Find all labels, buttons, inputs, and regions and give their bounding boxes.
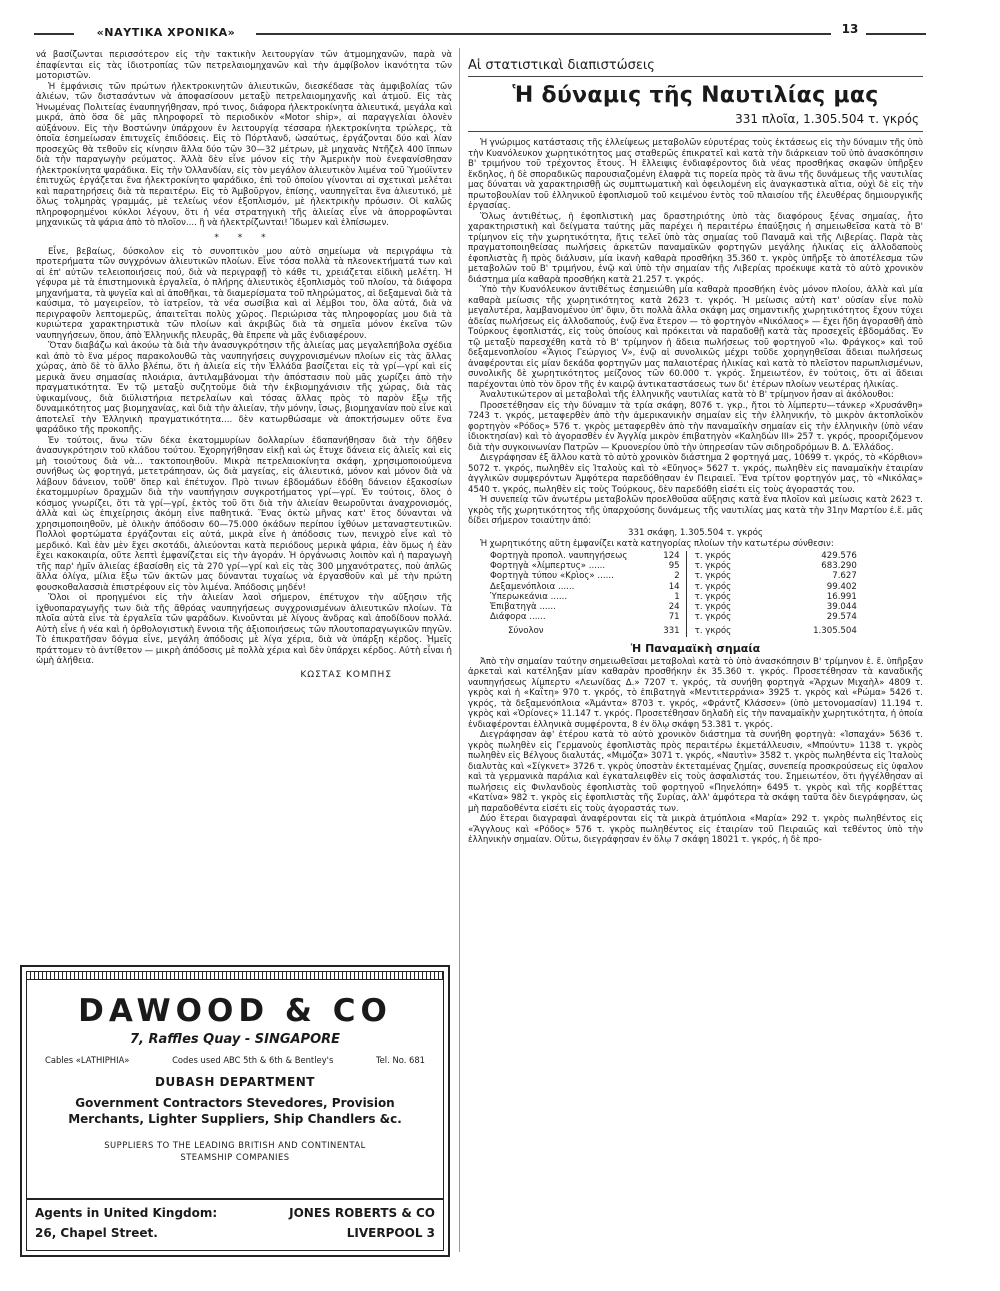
table-spacer <box>859 551 923 561</box>
gross-tonnage: 39.044 <box>826 602 857 613</box>
article-paragraph: Ὅλως ἀντιθέτως, ἡ ἐφοπλιστικὴ μας δραστηριότης ὑπὸ τὰς διαφόρους ξένας σημαίας, ἧτο χαρακτηριστικὴ καὶ δείγματα ταύτης μᾶς παρέχει ἡ περαιτέρω ἐπαύξησις ἡ σημειωθεῖσα κατὰ τὸ Β' τρίμηνον εἰς τὴν χωρητικότητα, ἥτις τελεῖ ὑπὸ τὰς σημαίας τοῦ Παναμᾶ καὶ τῆς Λιβερίας. Παρὰ τὰς πραγματοποιηθείσας πωλήσεις ἀρκετῶν παναμαϊκῶν φορτηγῶν μεγάλης ἡλικίας εἰς ἀλλοδαποὺς ἐφοπλιστὰς ἢ πρὸς διάλυσιν, μία ἱκανὴ καθαρὰ προσθήκη 35.360 τ. γκρὸς ὑπῆρξε τὸ ἀποτέλεσμα τῶν μεταβολῶν τοῦ Β' τριμήνου, ἐνῷ καὶ ὑπὸ τὴν σημαίαν τῆς Λιβερίας προέκυψε κατὰ τὸ αὐτὸ χρονικὸν διάστημα μία καθαρὰ προσθήκη κατὰ 21.257 τ. γκρός. <box>468 211 923 285</box>
article-paragraph: Ἡ συνεπείᾳ τῶν ἀνωτέρω μεταβολῶν προελθοῦσα αὔξησις κατὰ ἕνα πλοῖον καὶ μείωσις κατὰ 2623 τ. γκρὸς τῆς χωρητικότητος τῆς ὑπαρχούσης δυνάμεως τῆς ναυτιλίας μας κατὰ τὴν 31ην Μαρτίου ἐ.ἔ. μᾶς δίδει σήμερον τοιαύτην ἀπό: <box>468 495 923 526</box>
tonnage-unit: τ. γκρός <box>694 581 732 592</box>
table-row <box>468 592 923 602</box>
article-paragraph: Ὅλοι οἱ προηγμένοι εἰς τὴν ἁλιείαν λαοὶ σήμερον, ἐπέτυχον τὴν αὔξησιν τῆς ἰχθυοπαραγωγῆς των διὰ τῆς ἄθρόας ναυπηγήσεως συγχρονισμένων ἁλιευτικῶν πλοίων. Τὰ πλοῖα αὐτὰ εἶνε τὰ ἐργαλεῖα τῶν ψαράδων. Κινοῦνται μὲ λίγους ἄνδρας καὶ ἀποδίδουν πολλά. Αὐτὴ εἶνε ἡ νέα καὶ ἡ ὀρθολογιστικὴ ἔννοια τῆς ἀξιοποιήσεως τῶν πλουτοπαραγωγικῶν πηγῶν. Τὸ ἐπικρατῆσαν δόγμα εἶνε, μεγάλη ἀπόδοσις μὲ λίγα χέρια, διὰ νὰ ὑπάρξη κέρδος. Ἡμεῖς πράττομεν τὸ ἀντίθετον — μικρὴ ἀπόδοσις μὲ πολλὰ χέρια καὶ δὲν ὑπάρχει κέρδος. Αὐτὴ εἶναι ἡ ὠμὴ ἀλήθεια. <box>36 593 452 666</box>
article-paragraph: Εἶνε, βεβαίως, δύσκολον εἰς τὸ συνοπτικὸν μου αὐτὸ σημείωμα νὰ περιγράψω τὰ προτερήματα τῶν συγχρόνων ἁλιευτικῶν πλοίων. Εἶνε τόσα πολλὰ τὰ πλεονεκτήματά των καὶ αἱ ἐπ' αὐτῶν τελειοποιήσεις πού, διὰ νὰ περιγραφῇ τὸ κάθε τι, χρειάζεται εἰδικὴ μελέτη. Ἡ γέφυρα μὲ τὰ ἐπιστημονικὰ ἐργαλεῖα, ὁ πλήρης ἁλιευτικὸς ἐξοπλισμὸς τοῦ πλοίου, τὰ διάφορα μηχανήματα, τὰ ψυγεῖα καὶ αἱ ἀποθῆκαι, τὰ διαμερίσματα τοῦ πληρώματος, αἱ δεξαμεναὶ διὰ τὰ καύσιμα, τὸ μαγειρεῖον, τὸ ἰατρεῖον, τὰ νέα σωσίβια καὶ αἱ λέμβοι του, ὅλα αὐτά, διὰ νὰ περιγραφοῦν λεπτομερῶς, ἀπαιτεῖται πολὺς χῶρος. Περιώρισα τὰς πληροφορίας μου διὰ τὰ κυριώτερα χαρακτηριστικὰ τῶν πλοίων καὶ ἀκριβῶς διὰ τὰ σημεῖα μόνον ἐκεῖνα τῶν ναυπηγήσεων, ὅπου, ἀπὸ Ἑλληνικῆς πλευρᾶς, θὰ ἔπρεπε νὰ μᾶς ἐνδιαφέρουν. <box>36 246 452 341</box>
page-number: 13 <box>841 22 859 36</box>
article-headline: Ἡ δύναμις τῆς Ναυτιλίας μας <box>512 83 879 108</box>
agents-label: Agents in United Kingdom: <box>35 1206 218 1220</box>
advertiser-agents-box <box>27 1198 443 1250</box>
tonnage-unit: τ. γκρός <box>694 602 732 613</box>
services-line: Merchants, Lighter Suppliers, Ship Chandlers &c. <box>68 1112 402 1126</box>
table-row <box>468 582 923 592</box>
gross-tonnage: 683.290 <box>821 561 857 572</box>
ship-count: 14 <box>650 582 686 592</box>
fleet-summary-line: 331 σκάφη, 1.305.504 τ. γκρός <box>628 527 763 538</box>
agents-city: LIVERPOOL 3 <box>346 1226 435 1240</box>
advertisement-frame <box>26 971 444 1251</box>
kicker-rule <box>468 76 923 77</box>
article-paragraph: Διεγράφησαν ἐξ ἄλλου κατὰ τὸ αὐτὸ χρονικὸν διάστημα 2 φορτηγά μας, 10699 τ. γκρός, τὸ «Κόρθιον» 5072 τ. γκρός, πωληθὲν εἰς Ἰταλοὺς καὶ τὸ «Εὔηνος» 5627 τ. γκρός, πωληθὲν εἰς παναμαϊκὴν ἑταιρίαν ἀγγλικῶν συμφερόντων Ἀμφότερα παρεδόθησαν ἐν Πειραιεῖ. Ἕνα τρίτον φορτηγόν μας, τὸ «Νικόλας» 4540 τ. γκρός, πωληθὲν εἰς τοὺς Τούρκους, δὲν παρεδόθη εἰσέτι εἰς τοὺς ἀγοραστάς του. <box>468 453 923 495</box>
cables-info: Cables «LATHIPHIA» <box>45 1055 130 1065</box>
ship-count: 1 <box>650 592 686 602</box>
header-rule-left <box>34 33 74 35</box>
article-paragraph: Προσετέθησαν εἰς τὴν δύναμιν τὰ τρία σκάφη, 8076 τ. γκρ., ἤτοι τὸ λίμπερτυ—τάνκερ «Χρυσάνθη» 7243 τ. γκρός, μεταφερθὲν ἀπὸ τὴν ἀμερικανικὴν σημαίαν εἰς τὴν ἑλληνικήν, τὸ μικρὸν ἀκτοπλοϊκὸν φορτηγὸν «Ρόδος» 576 τ. γκρὸς μεταφερθὲν ἀπὸ τὴν παναμαϊκὴν σημαίαν εἰς τὴν ἑλληνικὴν (ὑπὸ νέαν ἰδιοκτησίαν) καὶ τὸ ἀγορασθὲν ἐν Ἀγγλίᾳ μικρὸν ἐπιβατηγὸν «Καληδὼν ΙΙΙ» 257 τ. γκρός, προοριζόμενον διὰ τὴν συγκοινωνίαν Πατρῶν — Κρυονερίου ὑπὸ τὴν ὑπηρεσίαν τῶν σιδηροδρόμων Β. Δ. Ἑλλάδος. <box>468 400 923 453</box>
codes-info: Codes used ABC 5th & 6th & Bentley's <box>172 1055 334 1065</box>
ship-category: Φορτηγὰ «λίμπερτυς» ...... <box>490 561 606 572</box>
advertiser-contact-line <box>27 1055 443 1065</box>
ship-count: 2 <box>650 571 686 581</box>
total-gross-tonnage: 1.305.504 <box>813 626 857 637</box>
tonnage-unit: τ. γκρός <box>694 561 732 572</box>
ship-count: 124 <box>650 551 686 561</box>
gross-tonnage: 16.991 <box>826 591 857 602</box>
advertiser-department: DUBASH DEPARTMENT <box>155 1075 315 1089</box>
article-paragraph: Ἀναλυτικώτερον αἱ μεταβολαὶ τῆς ἑλληνικῆς ναυτιλίας κατὰ τὸ Β' τρίμηνον ἦσαν αἱ ἀκόλουθοι: <box>480 390 894 400</box>
page-header <box>34 22 926 42</box>
ship-category: Δεξαμενόπλοια ...... <box>490 581 575 592</box>
agents-address-line <box>35 1226 435 1240</box>
article-paragraph: Ἡ γνώριμος κατάστασις τῆς ἐλλείψεως μεταβολῶν εὐρυτέρας τοὺς ἐκτάσεως εἰς τὴν δύναμιν τῆς ὑπὸ τὴν Κυανόλευκον χωρητικότητος μας σταθερῶς ἐπικρατεῖ καὶ κατὰ τὴν διάρκειαν τοῦ ὑπὸ ἀνασκόπησιν Β' τριμήνου τοῦ τρέχοντος ἔτους. Ἡ ἔλλειψις ἐνδιαφέροντος διὰ νέας προσθήκας σκαφῶν ὑπῆρξεν ἔκδηλος, ἡ δὲ σποραδικῶς παρουσιαζομένη ἐλαφρὰ τις πορεία πρὸς τὰ ἄνω τῆς δυνάμεως τῆς ναυτιλίας μας δύναται νὰ χαρακτηρισθῇ ὡς συμπτωματικὴ καὶ ὀφειλομένη εἰς ἀναγκαστικὰ αἴτια, οὐχὶ δὲ εἰς τὴν πρωτοβουλίαν τοῦ ἑλληνικοῦ ἐφοπλισμοῦ τοῦ κειμένου ἐντὸς τοῦ πλαισίου τῆς ἐλευθέρας δημιουργικῆς ἐργασίας. <box>468 138 923 211</box>
tonnage-unit: τ. γκρός <box>694 551 732 561</box>
table-row <box>468 561 923 571</box>
left-column-article <box>36 50 452 680</box>
section-separator-stars: * * * <box>214 232 274 243</box>
gross-tonnage: 29.574 <box>826 612 857 623</box>
tonnage-unit: τ. γκρός <box>694 612 732 623</box>
article-paragraph: νά βασίζωνται περισσότερον εἰς τὴν τακτικὴν λειτουργίαν τῶν ἀτμομηχανῶν, παρὰ νὰ ἐπαφίενται εἰς τὰς ἰδιοτροπίας τῶν πετρελαιομηχανῶν καὶ τὴν ἀμφίβολον ἱκανότητα τῶν μοτοριστῶν. <box>36 50 452 81</box>
table-spacer <box>859 561 923 571</box>
article-paragraph: Ὑπὸ τὴν Κυανόλευκον ἀντιθέτως ἐσημειώθη μία καθαρὰ προσθήκη ἑνὸς μόνον πλοίου, ἀλλὰ καὶ μία καθαρὰ μείωσις τῆς χωρητικότητος κατὰ 2623 τ. γκρός. Ἡ μείωσις αὐτὴ κατ' οὐσίαν εἶνε πολὺ μεγαλυτέρα, λαμβανομένου ὑπ' ὄψιν, ὅτι πολλὰ ἄλλα σκάφη μας σημαντικῆς χωρητικότητος ἔχουν τύχει ἀδείας πωλήσεως εἰς ἀλλοδαπούς, ἐνῷ ἕνα ἕτερον — τὸ φορτηγὸν «Νικόλαος» — ἔχει ἤδη ἀγορασθῆ ἀπὸ Τούρκους ἐφοπλιστάς, εἰς τοὺς ὁποίους καὶ πρόκειται νὰ παραδοθῇ κατὰ τὰς προσεχεῖς ἑβδομάδας. Ἐν τῷ μεταξὺ παρεσχέθη κατὰ τὸ Β' τρίμηνον ἡ ἄδεια πωλήσεως τοῦ φορτηγοῦ «Ἰω. Φράγκος» καὶ τοῦ δεξαμενοπλοίου «Ἅγιος Γεώργιος V», ἐνῷ αἱ συνολικῶς μέχρι τοῦδε χορηγηθεῖσαι ἄδειαι πωλήσεως ἀναφέρονται εἰς μίαν δεκάδα φορτηγῶν μας παλαιοτέρας ἡλικίας καὶ κατὰ τὸ πλεῖστον παρωπλισμένων, συνολικῆς δὲ χωρητικότητος μείζονος τῶν 60.000 τ. γκρός. Σημειωτέον, ἐν τούτοις, ὅτι αἱ ἄδειαι παρέχονται ὑπὸ τὸν ὅρον τῆς ἐν καιρῷ ἀντικαταστάσεως των δι' ἑτέρων πλοίων νεωτέρας ἡλικίας. <box>468 285 923 390</box>
agents-name: JONES ROBERTS & CO <box>289 1206 435 1220</box>
advertiser-suppliers <box>27 1139 443 1163</box>
tonnage-unit: τ. γκρός <box>694 591 732 602</box>
agents-line <box>35 1206 435 1220</box>
services-line: Government Contractors Stevedores, Provision <box>75 1096 395 1110</box>
agents-street: 26, Chapel Street. <box>35 1226 158 1240</box>
author-signature: ΚΩΣΤΑΣ ΚΟΜΠΗΣ <box>300 669 392 680</box>
table-spacer <box>859 582 923 592</box>
fleet-composition-table <box>468 551 923 637</box>
headline-rule <box>468 131 923 132</box>
table-spacer <box>859 602 923 612</box>
total-ship-count: 331 <box>650 622 686 636</box>
table-row <box>468 612 923 622</box>
table-row <box>468 551 923 561</box>
fleet-table-body <box>468 551 923 637</box>
ship-category: Φορτηγὰ τύπου «Κρὶος» ...... <box>490 571 614 582</box>
ship-count: 95 <box>650 561 686 571</box>
suppliers-line: SUPPLIERS TO THE LEADING BRITISH AND CONTINENTAL <box>104 1140 366 1150</box>
gross-tonnage: 7.627 <box>832 571 857 582</box>
article-paragraph: Ἀπὸ τὴν σημαίαν ταύτην σημειωθεῖσαι μεταβολαὶ κατὰ τὸ ὑπὸ ἀνασκόπησιν Β' τρίμηνον ἐ. ἔ. ὑπῆρξαν ἀρκεταὶ καὶ κατέληξαν μίαν καθαρὰν προσθήκην ἐκ 35.360 τ. γκρός. Προσετέθησαν τὰ καναδικῆς ναυπηγήσεως λίμπερτυ «Λεωνίδας Δ.» 7207 τ. γκρός, τὰ συνήθη φορτηγὰ «Ἄρχων Μιχαὴλ» 4809 τ. γκρὸς καὶ ἡ «Καΐτη» 970 τ. γκρός, τὸ ἐπιβατηγὰ «Μεντιτερράνια» 3925 τ. γκρὸς καὶ «Ρώμα» 5426 τ. γκρός, τὰ δεξαμενόπλοια «Ἀμάντα» 8703 τ. γκρός, «Φράντζ Κλάσσεν» (ὑπὸ μετονομασίαν) 11.194 τ. γκρὸς καὶ «Ὁρίονες» 11.147 τ. γκρός. Προσετέθησαν δηλαδὴ εἰς τὴν παναμαϊκὴν χωρητικότητα, ἡ ὁποία ἐνδιαφέρονται ἑλληνικὰ συμφέροντα, 8 ἐν ὅλῳ σκάφη 53.381 τ. γκρός. <box>468 656 923 730</box>
article-paragraph: Δύο ἕτεραι διαγραφαὶ ἀναφέρονται εἰς τὰ μικρὰ ἀτμόπλοια «Μαρία» 292 τ. γκρὸς πωληθέντος εἰς «Ἄγγλους καὶ «Ρόδος» 576 τ. γκρὸς πωληθέντος εἰς ἑταιρίαν τοῦ Πειραιῶς καὶ τεθέντος ὑπὸ τὴν ἑλληνικὴν σημαίαν. Οὕτω, διεγράφησαν ἐν ὅλῳ 7 σκάφη 18021 τ. γκρός, ἡ δὲ προ- <box>468 814 923 846</box>
ship-count: 24 <box>650 602 686 612</box>
table-spacer <box>859 622 923 636</box>
table-spacer <box>859 571 923 581</box>
section-heading-panama: Ἡ Παναμαϊκὴ σημαία <box>630 641 761 655</box>
article-paragraph: Ἡ χωρητικότης αὕτη ἐμφανίζει κατὰ κατηγορίας πλοίων τὴν κατωτέρω σύνθεσιν: <box>480 538 834 549</box>
ship-category: Διάφορα ...... <box>490 612 546 623</box>
article-paragraph: Διεγράφησαν ἀφ' ἑτέρου κατὰ τὸ αὐτὸ χρονικὸν διάστημα τὰ συνήθη φορτηγὰ: «Ἰσπαχάν» 5636 τ. γκρὸς πωληθὲν εἰς Γερμανοὺς ἐφοπλιστὰς πρὸς περαιτέρω ἐκμετάλλευσιν, «Μπούντυ» 1138 τ. γκρὸς πωληθὲν εἰς Βέλγους διαλυτάς, «Μιμόζα» 3071 τ. γκρός, «Ναυτὶν» 3582 τ. γκρὸς πωληθέντα εἰς Ἰταλοὺς διαλυτὰς καὶ «Σίγκνετ» 3726 τ. γκρὸς ὑποστὰν ἐκτεταμένας ζημίας, συνεπείᾳ προσκρούσεως εἰς ὑφαλον καὶ τὰ γερμανικὰ παράλια καὶ ἐγκαταλειφθὲν εἰς τοὺς ἀσφαλιστάς του. Σημειωτέον, ὅτι ἠγγέλθησαν αἱ πωλήσεις εἰς Φινλανδοὺς ἐφοπλιστὰς τοῦ φορτηγοῦ «Πηνελόπη» 6495 τ. γκρὸς καὶ τῆς κορβέττας «Κατίνα» 982 τ. γκρὸς εἰς ἐφοπλιστὰς τῆς Συρίας, ἀλλ' ἀμφότερα τὰ σκάφη ταῦτα δὲν διεγράφησαν, ὡς μὴ παραδοθέντα εἰσέτι εἰς τοὺς ἀγοραστάς των. <box>468 730 923 814</box>
table-total-row <box>468 622 923 636</box>
gross-tonnage: 99.402 <box>826 581 857 592</box>
advertiser-services <box>27 1095 443 1127</box>
masthead-title: «ΝΑΥΤΙΚΑ ΧΡΟΝΙΚΑ» <box>96 26 236 39</box>
ship-category: Ἐπιβατηγὰ ...... <box>490 602 556 613</box>
ship-category: Φορτηγὰ προπολ. ναυπηγήσεως <box>490 551 628 561</box>
table-spacer <box>859 612 923 622</box>
ship-count: 71 <box>650 612 686 622</box>
ship-category: Ὑπερωκεάνια ...... <box>490 591 568 602</box>
column-divider <box>459 48 460 1252</box>
gross-tonnage: 429.576 <box>821 551 857 561</box>
advertiser-company-name: DAWOOD & CO <box>78 993 392 1029</box>
tonnage-unit: τ. γκρός <box>694 626 732 637</box>
article-paragraph: Ὅταν διαβάζω καὶ ἀκούω τὰ διὰ τὴν ἀνασυγκρότησιν τῆς ἁλιείας μας μεγαλεπήβολα σχέδια καὶ ἀπὸ τὸ ἕνα μέρος παρακολουθῶ τὰς ναυπηγήσεις συγχρονισμένων πλοίων εἰς τὰς ἄλλας χώρας, ἀπὸ δὲ τὸ ἄλλο βλέπω, ὅτι ἡ ἁλιεία εἰς τὴν Ἑλλάδα βασίζεται εἰς τὰ γρί—γρί καὶ εἰς μερικὰ ἄνευ σημασίας πλοιάρια, ἀντιλαμβάνομαι τὴν ἀπόστασιν ποὺ μᾶς χωρίζει ἀπὸ τὴν πραγματικότητα. Ἐν τῷ μεταξὺ συζητοῦμε διὰ τὴν ἐκβιομηχάνισιν τῆς χώρας, διὰ τὰς ὑφικαμίνους, διὰ διϋλιστήρια πετρελαίων καὶ τόσας ἄλλας πρὸς τὸ παρὸν ἔξω τῆς δυναμικότητος μας βιομηχανίας, καὶ διὰ τὴν ἁλιείαν, τὴν μόνην, ἴσως, βιομηχανίαν ποὺ εἶνε καὶ ἀποτελεῖ τὴν Ἑλληνικὴ πραγματικότητα.... δὲν κατωρθώσαμε νὰ ἀποκτήσωμεν οὔτε ἕνα ψαράδικο τῆς προκοπῆς. <box>36 341 452 435</box>
article-paragraph: Ἡ ἐμφάνισις τῶν πρώτων ἠλεκτροκινητῶν ἁλιευτικῶν, διεσκέδασε τὰς ἀμφιβολίας τῶν ἁλιέων, τῶν διστασάντων νὰ ἀποφασίσουν μεταξὺ πετρελαιομηχανῆς καὶ ἀτμοῦ. Εἰς τὰς Ἡνωμένας Πολιτείας ἐναυπηγήθησαν, πρό τινος, διάφορα ἠλεκτροκίνητα ἁλιευτικά, μεγάλα καὶ μικρά, ἀπὸ ὅσα δὲ μᾶς πληροφορεῖ τὸ περιοδικὸν «Motor ship», αἱ παραγγελίαι ὁλονὲν αὐξάνουν. Εἰς τὴν Βοστώνην ὑπάρχουν ἐν λειτουργίᾳ τέσσαρα ἠλεκτροκίνητα τρώλερς, τὰ ὁποῖα ἐσημείωσαν ἐπιτυχεῖς ἐπιδόσεις. Εἰς τὸ Πόρτλανδ, ὡσαύτως, ἐργάζονται δύο καὶ λίαν προσεχῶς θὰ τεθοῦν εἰς κίνησιν ἄλλα δύο τῶν 30—32 μέτρων, μὲ μηχανὰς Ντῆζελ 400 ἵππων διὰ τὴν παραγωγὴν ρεύματος. Ἀλλὰ δὲν εἶνε μόνον εἰς τὴν Ἀμερικὴν ποὺ ἐνεφανίσθησαν ἠλεκτροκίνητα ψαράδικα. Εἰς τὴν Ὁλλανδίαν, εἰς τὸν μεγάλον ἁλιευτικὸν λιμένα τοῦ Ὑμούϊντεν ἐπιτυχῶς ἐργάζεται ἕνα ἠλεκτροκίνητο ψαράδικο, ἐπὶ τοῦ ὁποίου γίνονται αἱ σχετικαὶ μελέται καὶ παρατηρήσεις διὰ τὰ περαιτέρω. Εἰς τὸ Ἀμβοῦργον, ἐπίσης, ναυπηγεῖται ἕνα ἁλιευτικό, μὲ ὅλως τολμηρὰς γραμμάς, μὲ τελείως νέον ἐξοπλισμόν, μὲ ἠλεκτρικὴν πρόωσιν. Οἱ καλῶς πληροφορημένοι κύκλοι λέγουν, ὅτι ἡ νέα στρατηγικὴ τῆς ἁλιείας εἶνε νὰ ἀπορροφῶνται μηχανικῶς τὰ ψάρια ἀπὸ τὸ πλοῖον.... ἢ νὰ ἠλεκτρίζωνται! Ἴδωμεν καὶ ἐλπίσωμεν. <box>36 81 452 228</box>
header-rule-right <box>866 33 926 35</box>
dawood-advertisement <box>20 965 450 1257</box>
table-row <box>468 571 923 581</box>
total-label: Σύνολον <box>508 626 544 637</box>
header-rule-middle <box>256 33 831 35</box>
table-row <box>468 602 923 612</box>
telephone-info: Tel. No. 681 <box>375 1055 425 1065</box>
advertisement-decorative-strip <box>27 972 443 980</box>
advertiser-address: 7, Raffles Quay - SINGAPORE <box>129 1032 341 1047</box>
article-kicker: Αἱ στατιστικαὶ διαπιστώσεις <box>468 58 655 73</box>
table-spacer <box>859 592 923 602</box>
right-column-article <box>468 50 923 846</box>
tonnage-unit: τ. γκρός <box>694 571 732 582</box>
article-paragraph: Ἐν τούτοις, ἄνω τῶν δέκα ἑκατομμυρίων δολλαρίων ἐδαπανήθησαν διὰ τὴν δῆθεν ἀνασυγκρότησιν τοῦ κλάδου τούτου. Ἐχορηγήθησαν εἰκῇ καὶ ὡς ἔτυχε δάνεια εἰς ἁλιεῖς καὶ εἰς μὴ τοιούτους διὰ νὰ... τακτοποιηθοῦν. Μικρὰ πετρελαιοκίνητα σκάφη, χρησιμοποιούμενα συνήθως ὡς φορτηγά, μετετράπησαν, ὡς διὰ μαγείας, εἰς ἁλιευτικά, μόνον καὶ μόνον διὰ νὰ λάβουν δάνειον, τοῦθ' ὅπερ καὶ ἐπέτυχον. Πρὸ τινων ἐβδομάδων ἐδόθη δάνειον ἑξακοσίων ἑκατομμυρίων δραχμῶν διὰ τὴν ναυπήγησιν συγκροτήματος γρί—γρί. Ἐν τούτοις, ὅλος ὁ κόσμος γνωρίζει, ὅτι τὰ γρί—γρί, ἐκτὸς τοῦ ὅτι διὰ τὴν ἁλιείαν θεωροῦνται ἀναχρονισμός, ἀλλὰ καὶ ὡς ἐπιχείρησις ἀκόμη εἶνε παθητικά. Ἕνας ὀκτὼ μῆνας κατ' ἔτος δύνανται νὰ χρησιμοποιηθοῦν, μὲ ὁλικὴν ἀπόδοσιν 60—75.000 ὀκάδων περίπου ἰχθύων μεταναστευτικῶν. Πολλοὶ φορτώματα ἐργάζονται εἰς αὐτά, μικρὰ εἶνε ἡ ἀπόδοσις των, πενιχρὸ εἶνε καὶ τὸ μερδικό. Καὶ ἐὰν μὲν ἔχει σκοτάδι, ἁλιεύονται κατὰ περιόδους μερικὰ ψάρια, ἐὰν ὅμως ἡ ἐὰν ἔχει κακοκαιρία, οὔτε λεπτὶ ἐμφανίζεται εἰς τὴν ἀγοράν. Ἡ ὀργάνωσις λοιπὸν καὶ ἡ παραγωγὴ τῆς παρ' ἡμῖν ἁλιείας ἐβασίσθη εἰς τὰ 270 γρί—γρί καὶ εἰς τὰς 300 μηχανότρατες, ποὺ ἀπλῶς ἄλλα ὀλίγα, μίλια ἔξω τῶν ἀκτῶν μας δύνανται τυχαίως νὰ ἐργασθοῦν καὶ μὲ τὴν πρώτη φουσκοθαλασσιὰ ἐπιστρέφουν εἰς τὸν λιμένα. Ἀπόδοσις μηδέν! <box>36 435 452 593</box>
article-subheadline: 331 πλοῖα, 1.305.504 τ. γκρός <box>735 112 919 126</box>
suppliers-line: STEAMSHIP COMPANIES <box>180 1152 290 1162</box>
